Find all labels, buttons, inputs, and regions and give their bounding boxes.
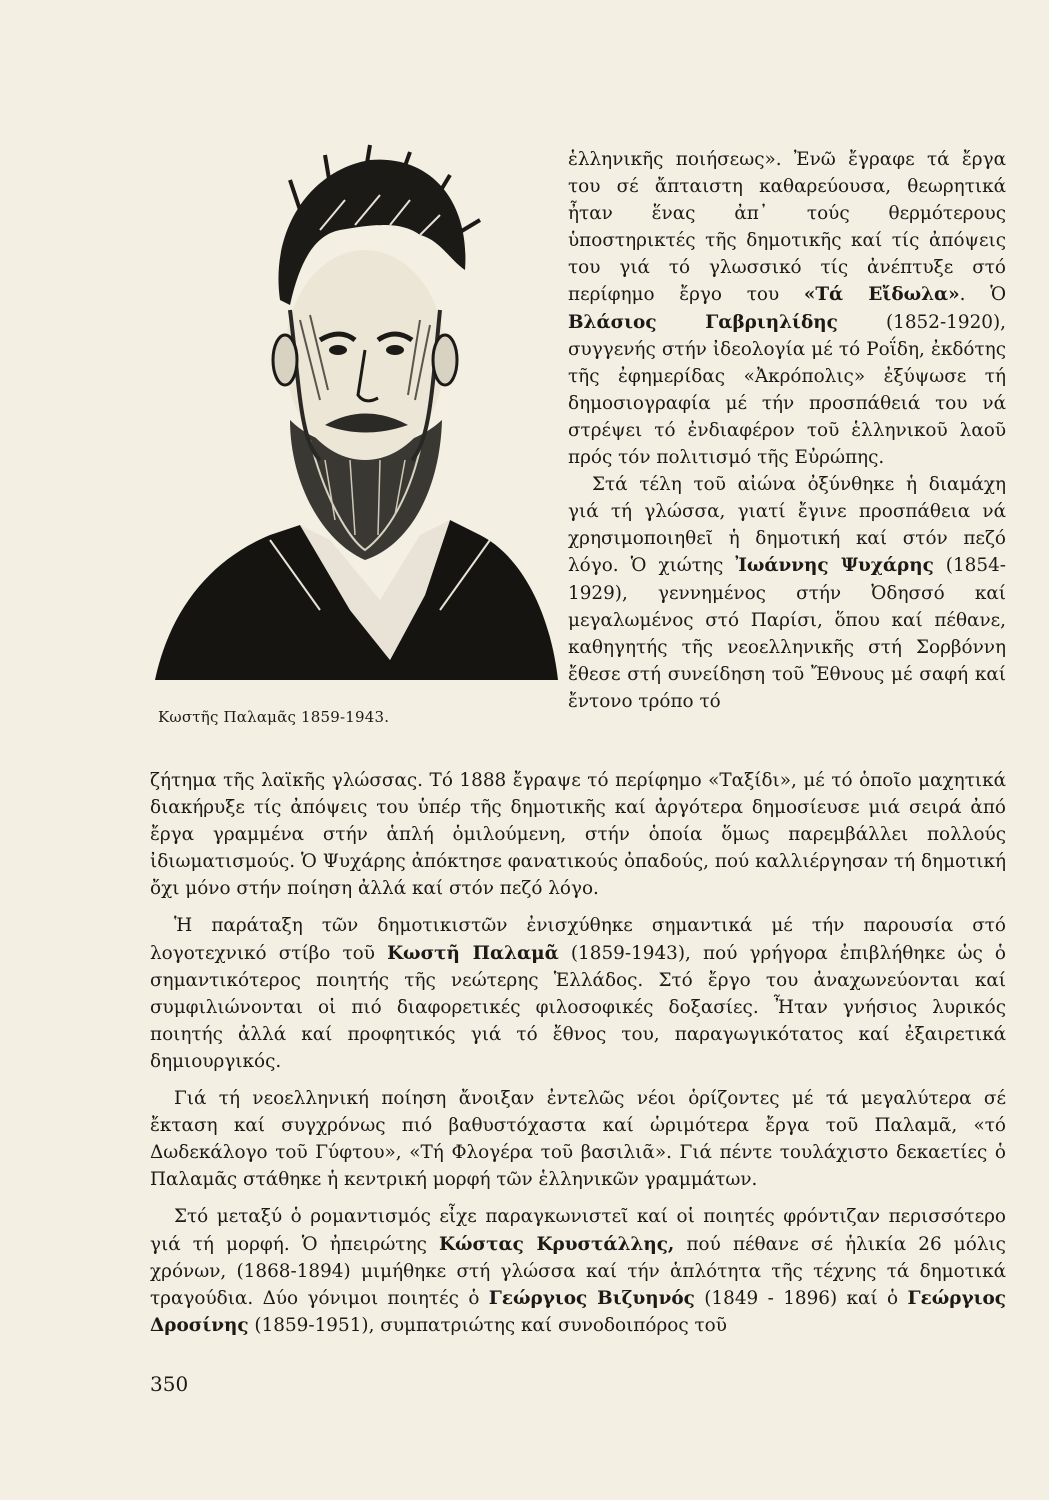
text-run: ἑλληνικῆς ποιήσεως». Ἐνῶ ἔγραφε τά ἔργα του σέ ἄπταιστη καθαρεύουσα, θεωρητικά ἦταν ἕνας ἀπ᾽ τούς θερμότερους ὑποστηρικτές τῆς δημοτικῆς καί τίς ἀπόψεις του γιά τό γλωσσικό τίς ἀνέπτυξε στό περίφημο ἔργο του bbox=[568, 149, 1006, 306]
text-run: (1852-1920), συγγενής στήν ἰδεολογία μέ τό Ροΐδη, ἐκδότης τῆς ἐφημερίδας «Ἀκρόπολις» ἐξύψωσε τή δημοσιογραφία μέ τήν προσπάθειά του νά στρέψει τό ἐνδιαφέρον τοῦ ἑλληνικοῦ λαοῦ πρός τόν πολιτισμό τῆς Εὐρώπης. bbox=[568, 311, 1006, 469]
full-width-text bbox=[150, 767, 1006, 1339]
person-name-bold: Γεώργιος Δροσίνης bbox=[150, 1287, 1006, 1336]
book-title-bold: «Τά Εἴδωλα» bbox=[803, 284, 960, 306]
text-run: Στό μεταξύ ὁ ρομαντισμός εἶχε παραγκωνιστεῖ καί οἱ ποιητές φρόντιζαν περισσότερο γιά τή μορφή. Ὁ ἠπειρώτης bbox=[150, 1206, 1006, 1255]
text-run: (1854-1929), γεννημένος στήν Ὀδησσό καί μεγαλωμένος στό Παρίσι, ὅπου καί πέθανε, καθηγητής τῆς νεοελληνικῆς στή Σορβόννη ἔθεσε στή συνείδηση τοῦ Ἔθνους μέ σαφή καί ἔντονο τρόπο τό bbox=[568, 555, 1006, 712]
person-name-bold: Κωστῆ Παλαμᾶ bbox=[387, 942, 559, 964]
text-run: πού πέθανε σέ ἡλικία 26 μόλις χρόνων, (1868-1894) μιμήθηκε στή γλώσσα καί τήν ἁπλότητα τῆς τέχνης τά δημοτικά τραγούδια. Δύο γόνιμοι ποιητές ὁ bbox=[150, 1233, 1006, 1309]
text-run: Στά τέλη τοῦ αἰώνα ὀξύνθηκε ἡ διαμάχη γιά τή γλώσσα, γιατί ἔγινε προσπάθεια νά χρησιμοποιηθεῖ ἡ δημοτική καί στόν πεζό λόγο. Ὁ χιώτης bbox=[568, 474, 1006, 577]
page-number: 350 bbox=[150, 1372, 189, 1396]
column-paragraph-1 bbox=[568, 146, 1006, 471]
full-paragraph-4 bbox=[150, 1203, 1006, 1338]
text-run: (1859-1943), πού γρήγορα ἐπιβλήθηκε ὡς ὁ σημαντικότερος ποιητής τῆς νεώτερης Ἑλλάδος. Στό ἔργο του ἀναχωνεύονται καί συμφιλιώνονται οἱ πιό διαφορετικές φιλοσοφικές δοξασίες. Ἦταν γνήσιος λυρικός ποιητής ἀλλά καί προφητικός γιά τό ἔθνος του, παραγωγικότατος καί ἐξαιρετικά δημιουργικός. bbox=[150, 942, 1006, 1072]
text-run: (1859-1951), συμπατριώτης καί συνοδοιπόρος τοῦ bbox=[248, 1314, 727, 1336]
full-paragraph-3: Γιά τή νεοελληνική ποίηση ἄνοιξαν ἐντελῶς νέοι ὁρίζοντες μέ τά μεγαλύτερα σέ ἔκταση καί συγχρόνως πιό βαθυστόχαστα καί ὡριμότερα ἔργα τοῦ Παλαμᾶ, «τό Δωδεκάλογο τοῦ Γύφτου», «Τή Φλογέρα τοῦ βασιλιᾶ». Γιά πέντε τουλάχιστο δεκαετίες ὁ Παλαμᾶς στάθηκε ἡ κεντρική μορφή τῶν ἑλληνικῶν γραμμάτων. bbox=[150, 1088, 1006, 1191]
text-run: . Ὁ bbox=[959, 284, 1007, 306]
column-paragraph-2 bbox=[568, 471, 1006, 715]
person-name-bold: Κώστας Κρυστάλλης, bbox=[439, 1233, 675, 1255]
full-paragraph-2 bbox=[150, 912, 1006, 1075]
portrait-illustration bbox=[150, 140, 560, 700]
right-column-text bbox=[568, 146, 1006, 715]
portrait-caption: Κωστῆς Παλαμᾶς 1859-1943. bbox=[158, 708, 390, 726]
text-run: Ἡ παράταξη τῶν δημοτικιστῶν ἐνισχύθηκε σημαντικά μέ τήν παρουσία στό λογοτεχνικό στίβο τοῦ bbox=[150, 915, 1006, 964]
person-name-bold: Ἰωάννης Ψυχάρης bbox=[735, 555, 934, 577]
full-paragraph-1: ζήτημα τῆς λαϊκῆς γλώσσας. Τό 1888 ἔγραψε τό περίφημο «Ταξίδι», μέ τό ὁποῖο μαχητικά διακήρυξε τίς ἀπόψεις του ὑπέρ τῆς δημοτικῆς καί ἀργότερα δημοσίευσε μιά σειρά ἀπό ἔργα γραμμένα στήν ἁπλή ὁμιλούμενη, στήν ὁποία ὅμως παρεμβάλλει πολλούς ἰδιωματισμούς. Ὁ Ψυχάρης ἀπόκτησε φανατικούς ὀπαδούς, πού καλλιέργησαν τή δημοτική ὄχι μόνο στήν ποίηση ἀλλά καί στόν πεζό λόγο. bbox=[150, 770, 1006, 900]
person-name-bold: Βλάσιος Γαβριηλίδης bbox=[568, 311, 838, 333]
person-name-bold: Γεώργιος Βιζυηνός bbox=[488, 1287, 695, 1309]
text-run: (1849 - 1896) καί ὁ bbox=[694, 1287, 908, 1309]
